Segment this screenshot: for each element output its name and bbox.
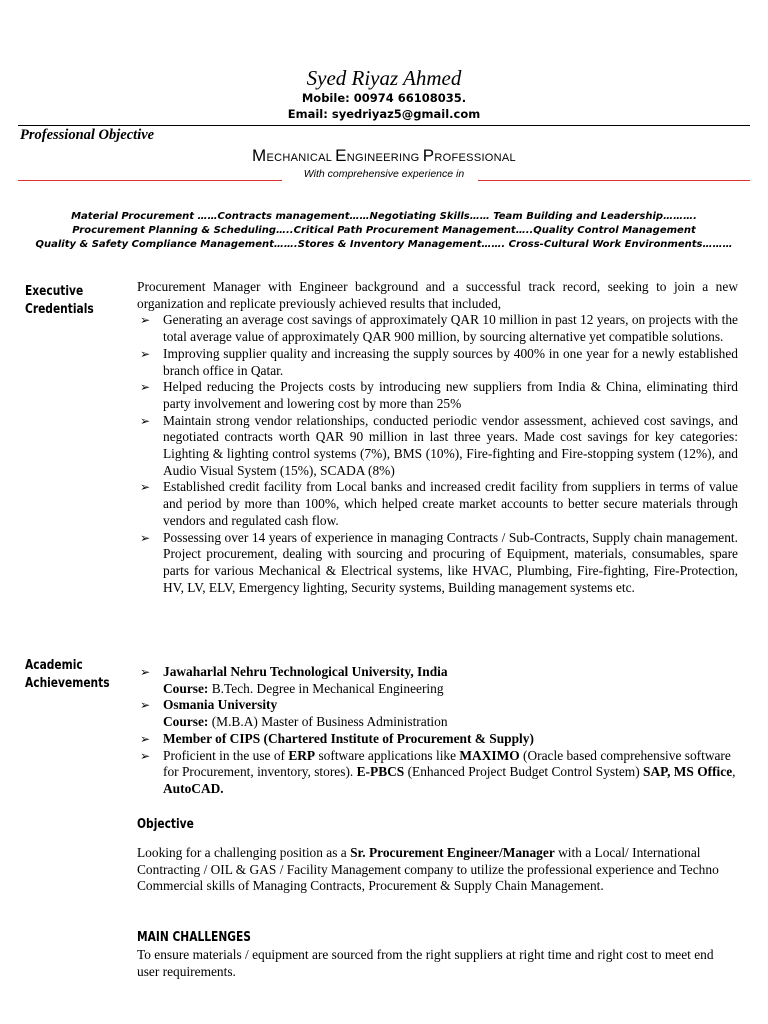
- executive-intro: Procurement Manager with Engineer background and a successful track record, seeking to join a new organization and replicate previously achieved results that included,: [137, 279, 738, 311]
- objective-text: [137, 845, 737, 895]
- maximo-term: MAXIMO: [459, 747, 520, 763]
- academic-bullets: [137, 664, 738, 798]
- list-item: ➢ Generating an average cost savings of approximately QAR 10 million in past 12 years, on projects with the total average value of approximately QAR 900 million, by sourcing alternative yet compatible solutions.: [137, 312, 738, 345]
- course-label: Course:: [163, 714, 209, 730]
- academic-body: [137, 664, 738, 798]
- erp-text: (Oracle based comprehensive software for Procurement, inventory, stores).: [163, 747, 731, 780]
- university-name: Osmania University: [163, 697, 278, 713]
- objective-pre: Looking for a challenging position as a: [137, 845, 351, 860]
- list-item: ➢ Helped reducing the Projects costs by introducing new suppliers from India & China, eliminating third party involvement and lowering cost by more than 25%: [137, 379, 738, 412]
- list-item: ➢ Possessing over 14 years of experience in managing Contracts / Sub-Contracts, Supply chain management. Project procurement, dealing with sourcing and procuring of Equipment, materials, consumables, spare parts for various Mechanical & Electrical systems, like HVAC, Plumbing, Fire-fighting, Fire-Protection, HV, LV, ELV, Emergency lighting, Security systems, Building management systems etc.: [137, 530, 738, 597]
- professional-objective-title: Professional Objective: [20, 127, 155, 143]
- label-line: Executive: [25, 284, 84, 299]
- role-word-mechanical: ECHANICAL: [266, 152, 336, 164]
- list-item: ➢ Maintain strong vendor relationships, conducted periodic vendor assessment, achieved cost savings, and negotiated contracts worth QAR 90 million in last three years. Made cost savings for key categories: Lighting & lighting control systems (7%), BMS (10%), Fire-fighting and Fire-stopping system (12%), and Audio Visual System (15%), SCADA (8%): [137, 413, 738, 480]
- list-item: [137, 664, 738, 697]
- main-challenges-heading: MAIN CHALLENGES: [137, 930, 251, 945]
- role-word-engineering: NGINEERING: [346, 152, 423, 164]
- erp-term: ERP: [288, 747, 316, 763]
- label-line: Credentials: [25, 302, 94, 317]
- objective-heading: Objective: [137, 817, 194, 832]
- epbcs-term: E-PBCS: [356, 764, 405, 780]
- executive-credentials-label: [25, 283, 94, 319]
- erp-text: ,: [732, 764, 736, 780]
- candidate-name: Syed Riyaz Ahmed: [306, 66, 462, 90]
- label-line: Academic: [25, 658, 83, 673]
- role-word-professional: ROFESSIONAL: [434, 152, 516, 164]
- experience-subtitle: With comprehensive experience in: [303, 168, 465, 180]
- main-challenges-text: To ensure materials / equipment are sourced from the right suppliers at right time and right cost to meet end user requirements.: [137, 947, 714, 979]
- academic-achievements-label: [25, 657, 110, 693]
- course-value: (M.B.A) Master of Business Administration: [208, 714, 448, 730]
- erp-text: software applications like: [315, 747, 460, 763]
- list-item: [137, 748, 738, 798]
- executive-credentials-body: [137, 279, 738, 596]
- objective-post: with a Local/ International Contracting / OIL & GAS / Facility Management company to utilize the professional experience and Techno Commercial skills of Managing Contracts, Procurement & Supply Chain Management.: [137, 845, 719, 894]
- skills-line-1: Material Procurement ……Contracts management……Negotiating Skills…… Team Building and Leadership……….: [71, 211, 697, 222]
- executive-bullets: [137, 312, 738, 596]
- role-initial-e: E: [335, 146, 347, 165]
- header-divider: [18, 125, 750, 126]
- erp-text: (Enhanced Project Budget Control System): [404, 764, 644, 780]
- erp-text: Proficient in the use of: [163, 747, 289, 763]
- skills-line-2: Procurement Planning & Scheduling…..Critical Path Procurement Management…..Quality Control Management: [72, 225, 696, 236]
- red-divider-left: [18, 180, 282, 181]
- role-initial-p: P: [422, 146, 435, 165]
- course-label: Course:: [163, 680, 209, 696]
- skills-line-3: Quality & Safety Compliance Management…….Stores & Inventory Management……. Cross-Cultural Work Environments………: [35, 239, 733, 250]
- role-title: [0, 146, 768, 166]
- mobile-number: Mobile: 00974 66108035.: [301, 91, 467, 105]
- list-item: [137, 731, 738, 748]
- course-value: B.Tech. Degree in Mechanical Engineering: [208, 680, 444, 696]
- university-name: Jawaharlal Nehru Technological University, India: [163, 664, 448, 679]
- autocad-term: AutoCAD.: [163, 780, 224, 796]
- label-line: Achievements: [25, 676, 110, 691]
- role-initial-m: M: [252, 146, 267, 165]
- list-item: [137, 697, 738, 730]
- red-divider-right: [478, 180, 750, 181]
- membership: Member of CIPS (Chartered Institute of Procurement & Supply): [163, 730, 534, 746]
- tools-term: SAP, MS Office: [643, 764, 733, 780]
- list-item: ➢ Improving supplier quality and increasing the supply sources by 400% in one year for a newly established branch office in Qatar.: [137, 346, 738, 379]
- objective-role: Sr. Procurement Engineer/Manager: [350, 845, 555, 860]
- list-item: ➢ Established credit facility from Local banks and increased credit facility from suppliers in terms of value and period by more than 100%, which helped create market accounts to better secure materials through vendors and regulated cash flow.: [137, 479, 738, 529]
- email-address: Email: syedriyaz5@gmail.com: [287, 107, 481, 121]
